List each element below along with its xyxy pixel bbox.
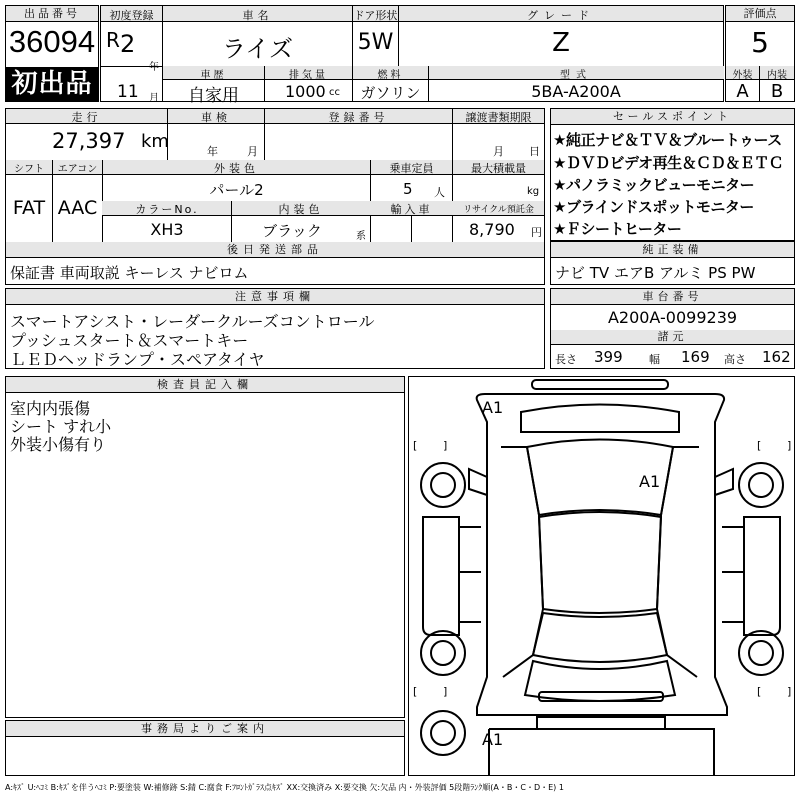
- inspector-line: 室内内張傷: [10, 399, 91, 418]
- svg-text:]: ]: [443, 685, 448, 698]
- exterior-grade-label: 外装: [732, 70, 753, 81]
- exterior-color-label: 外装色: [214, 162, 259, 175]
- sales-points-title: セールスポイント: [551, 109, 794, 125]
- later-parts: 保証書 車両取説 キーレス ナビロム: [10, 264, 249, 282]
- registration-number-label: 登録番号: [328, 111, 389, 124]
- svg-text:[: [: [413, 439, 418, 452]
- recycle-fee: 8,790: [469, 220, 515, 239]
- transfer-deadline-label: 譲渡書類期限: [465, 111, 532, 124]
- mileage-unit: km: [141, 131, 169, 152]
- exterior-color: パール2: [209, 181, 264, 199]
- length-label: 長さ: [555, 353, 577, 366]
- notes-line: ＬＥＤヘッドランプ・スペアタイヤ: [10, 350, 265, 369]
- sales-point-item: ★Ｆシートヒーター: [553, 220, 682, 238]
- sales-point-item: ★ブラインドスポットモニター: [553, 198, 754, 216]
- spec-title: 諸元: [551, 330, 794, 345]
- width: 169: [681, 348, 710, 366]
- interior-grade-label: 内装: [767, 70, 787, 81]
- grade-label: グレード: [527, 9, 595, 22]
- score: 5: [751, 26, 769, 59]
- history-label: 車歴: [200, 70, 227, 81]
- aircon: AAC: [57, 197, 98, 219]
- inspector-title: 検査員記入欄: [6, 377, 404, 393]
- interior-color: ブラック: [262, 222, 322, 240]
- lot-number-block: [5, 5, 99, 102]
- color-number: XH3: [150, 220, 184, 239]
- svg-text:]: ]: [787, 439, 792, 452]
- shift-label: シフト: [14, 164, 44, 175]
- color-number-label: カラーNo.: [135, 203, 199, 216]
- damage-mark: A1: [639, 472, 661, 491]
- model-label: 型式: [560, 70, 592, 81]
- recycle-fee-label: リサイクル預託金: [463, 205, 534, 215]
- sales-points-box: [550, 108, 795, 241]
- notes-title: 注意事項欄: [6, 289, 544, 305]
- model-code: 5BA-A200A: [531, 82, 621, 101]
- fuel: ガソリン: [360, 84, 421, 102]
- inspection-month-unit: 月: [247, 145, 258, 158]
- interior-grade: B: [770, 81, 784, 102]
- transfer-day-unit: 日: [529, 145, 540, 158]
- vehicle-details-box: [5, 108, 545, 285]
- svg-text:]: ]: [787, 685, 792, 698]
- chassis-title: 車台番号: [551, 289, 794, 305]
- inspection-year-unit: 年: [207, 145, 218, 158]
- first-registration-label: 初度登録: [109, 9, 154, 22]
- notes-line: プッシュスタート＆スマートキー: [10, 331, 249, 350]
- exterior-grade: A: [736, 81, 749, 102]
- aircon-label: エアコン: [57, 164, 98, 175]
- equipment-list: ナビ TV エアB アルミ PS PW: [555, 264, 756, 282]
- shift: FAT: [12, 197, 46, 219]
- car-name-label: 車名: [242, 9, 273, 22]
- office-notice-box: [5, 720, 405, 776]
- car-name: ライズ: [221, 35, 294, 63]
- notes-line: スマートアシスト・レーダークルーズコントロール: [10, 312, 375, 331]
- later-parts-label: 後日発送部品: [6, 242, 544, 258]
- import-label: 輸入車: [390, 203, 433, 216]
- history: 自家用: [188, 86, 239, 106]
- height: 162: [762, 348, 791, 366]
- inspector-line: シート すれ小: [10, 417, 112, 436]
- equipment-title: 純正装備: [551, 242, 794, 258]
- year-unit: 年: [149, 62, 159, 73]
- capacity: 5: [403, 180, 413, 198]
- score-label: 評価点: [726, 6, 794, 22]
- grade: Z: [552, 28, 570, 58]
- notes-box: [5, 288, 545, 369]
- era: R: [106, 28, 120, 52]
- fuel-label: 燃料: [377, 70, 404, 81]
- sales-point-item: ★ＤＶＤビデオ再生＆ＣＤ＆ＥＴＣ: [553, 154, 784, 172]
- width-label: 幅: [649, 353, 660, 366]
- lot-number-label: 出品番号: [6, 6, 98, 22]
- svg-text:[: [: [757, 685, 762, 698]
- inspector-box: [5, 376, 405, 718]
- max-load-label: 最大積載量: [471, 162, 526, 175]
- mileage-label: 走行: [71, 111, 102, 124]
- vehicle-header-box: [100, 5, 724, 106]
- length: 399: [594, 348, 623, 366]
- lot-number: 36094: [8, 24, 96, 59]
- mileage: 27,397: [52, 129, 126, 153]
- registration-year: 2: [120, 30, 136, 58]
- capacity-label: 乗車定員: [389, 162, 434, 175]
- legend-text: A:ｷｽﾞ U:ﾍｺﾐ B:ｷｽﾞを伴うﾍｺﾐ P:要塗装 W:補修跡 S:錆 C:腐食 F:ﾌﾛﾝﾄｶﾞﾗｽ点ｷｽﾞ XX:交換済み X:要交換 欠:欠品 内・外装評価 5段階ﾗﾝｸ順(A・B・C・D・E) 1: [5, 783, 564, 792]
- interior-color-label: 内装色: [278, 203, 324, 216]
- inspector-line: 外装小傷有り: [10, 435, 107, 454]
- displacement-label: 排気量: [289, 70, 328, 81]
- sales-point-item: ★純正ナビ＆ＴＶ＆ブルートゥース: [553, 131, 782, 149]
- damage-diagram: [408, 376, 795, 776]
- damage-mark: A1: [482, 398, 504, 417]
- height-label: 高さ: [724, 353, 746, 366]
- transfer-month-unit: 月: [493, 145, 504, 158]
- recycle-fee-unit: 円: [531, 226, 542, 239]
- chassis-box: [550, 288, 795, 369]
- equipment-box: [550, 241, 795, 285]
- door-type-label: ドア形状: [353, 9, 398, 22]
- first-listing-badge: 初出品: [6, 67, 98, 101]
- score-block: [725, 5, 795, 102]
- inspection-label: 車検: [201, 111, 231, 124]
- capacity-unit: 人: [434, 186, 445, 199]
- door-type: 5W: [357, 30, 394, 55]
- svg-text:[: [: [413, 685, 418, 698]
- registration-month: 11: [117, 82, 139, 102]
- car-diagram-svg: [409, 377, 794, 775]
- office-notice-title: 事務局よりご案内: [6, 721, 404, 737]
- sales-point-item: ★パノラミックビューモニター: [553, 176, 755, 194]
- month-unit: 月: [149, 93, 159, 104]
- displacement: 1000: [285, 82, 326, 101]
- interior-color-suffix: 系: [356, 231, 366, 242]
- load-unit: kg: [527, 186, 540, 197]
- displacement-unit: cc: [329, 87, 340, 98]
- svg-text:]: ]: [443, 439, 448, 452]
- damage-mark: A1: [482, 730, 504, 749]
- svg-text:[: [: [757, 439, 762, 452]
- chassis-number: A200A-0099239: [607, 308, 738, 327]
